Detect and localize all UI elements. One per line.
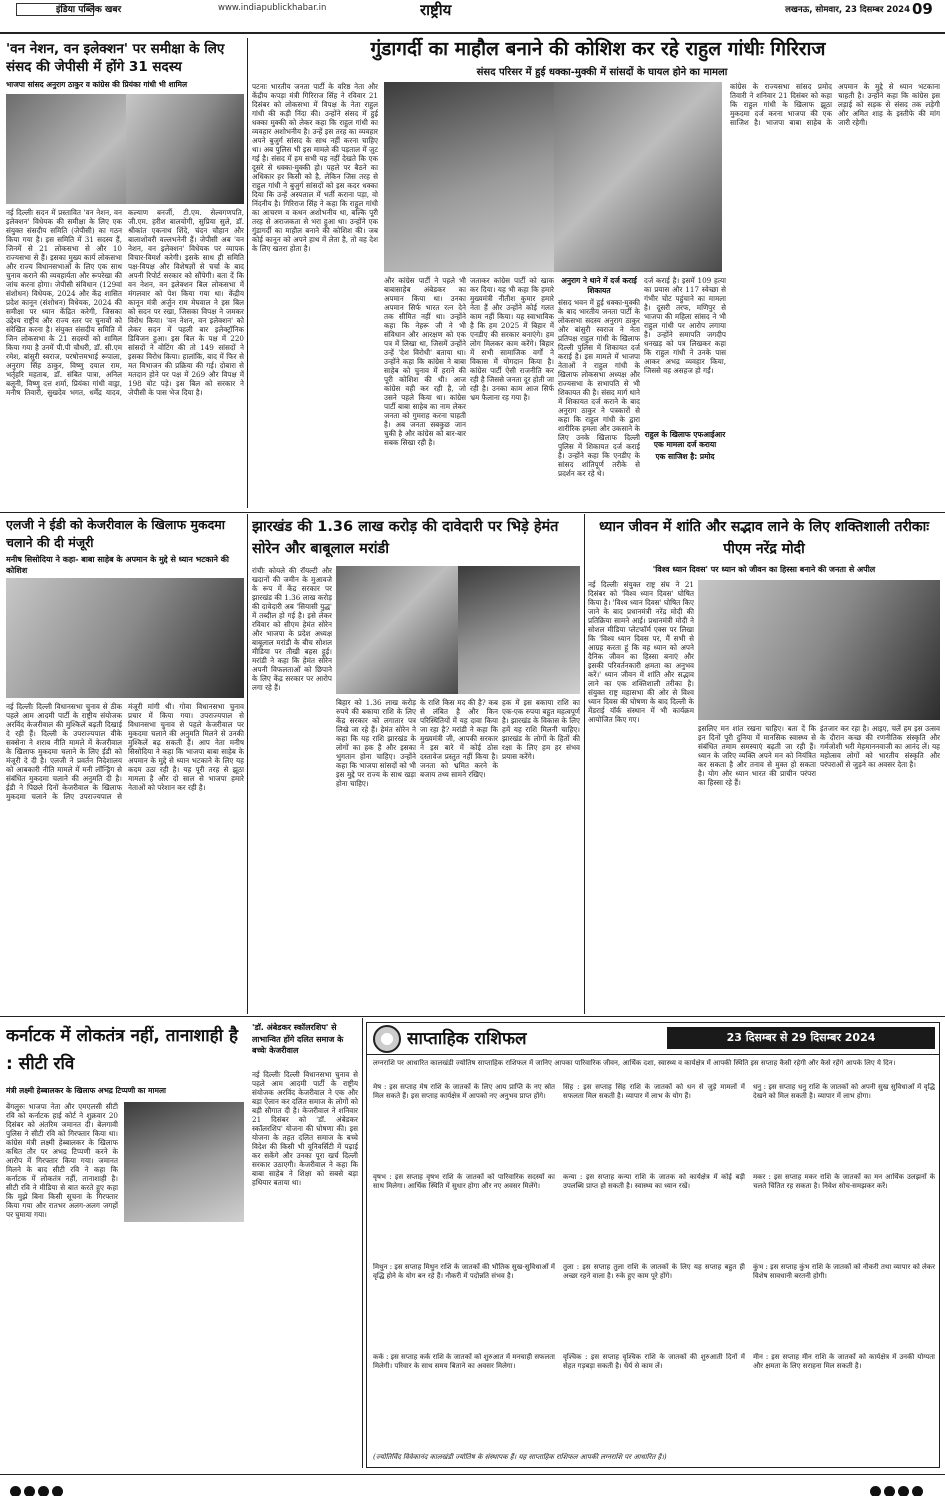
anurag-fir-subhead: अनुराग ने थाने में दर्ज कराई शिकायत [561, 276, 637, 295]
kejriwal-headline: एलजी ने ईडी को केजरीवाल के खिलाफ मुकदमा चलाने की दी मंजूरी [6, 517, 225, 550]
kejriwal-story [6, 516, 244, 1012]
modi-photo [698, 580, 940, 720]
section-title: राष्ट्रीय [420, 1, 452, 19]
divider [0, 1016, 945, 1017]
kejriwal-photo [6, 578, 244, 698]
header-brand: इंडिया पब्लिक खबर [56, 5, 122, 15]
modi-body-1: नई दिल्लीः संयुक्त राष्ट्र संघ ने 21 दिसंबर को 'विश्व ध्यान दिवस' घोषित किया है। 'विश्व ध्यान दिवस' घोषित किए जाने के बाद प्रधानमंत्री नरेंद्र मोदी की प्रतिक्रिया सामने आई। प्रधानमंत्री मोदी ने सोशल मीडिया प्लेटफॉर्म एक्स पर लिखा कि 'विश्व ध्यान दिवस पर, मैं सभी से आग्रह करता हूं कि वह ध्यान को अपने दैनिक जीवन का हिस्सा बनाएं और इसकी परिवर्तनकारी क्षमता का अनुभव करें।' ध्यान जीवन में शांति और सद्भाव लाने का एक शक्तिशाली तरीका है। संयुक्त राष्ट्र महासभा की ओर से विश्व ध्यान दिवस की घोषणा के बाद दिल्ली के मेंडराई यॉर्क संस्थान में भी कार्यक्रम आयोजित किए गए। [588, 580, 694, 724]
marandi-photo [336, 566, 458, 694]
dateline: लखनऊ, सोमवार, 23 दिसम्बर 2024 [785, 5, 910, 15]
footer-dots-right [870, 1482, 940, 1496]
divider [362, 1018, 363, 1468]
rashi-vrishabh: वृषभ : इस सप्ताह वृषभ राशि के जातकों को पारिवारिक सदस्यों का साथ मिलेगा। आर्थिक स्थिति में सुधार होगा और नए अवसर मिलेंगे। [373, 1173, 555, 1190]
rashifal-header [367, 1023, 940, 1055]
rashifal-date-range: 23 दिसम्बर से 29 दिसम्बर 2024 [667, 1027, 935, 1049]
ambedkar-body: नई दिल्लीः दिल्ली विधानसभा चुनाव से पहले आम आदमी पार्टी के राष्ट्रीय संयोजक अरविंद केजरीवाल ने एक और बड़ा ऐलान कर दलित समाज के लोगों को बड़ी सौगात दी है। केजरीवाल ने शनिवार 21 दिसंबर को 'डॉ. अंबेडकर स्कॉलरशिप' योजना की घोषणा की। इस योजना के तहत दलित समाज के बच्चे विदेश की किसी भी यूनिवर्सिटी में पढ़ाई कर सकेंगे और उनका पूरा खर्च दिल्ली सरकार उठाएगी। केजरीवाल ने कहा कि बाबा साहेब ने शिक्षा को सबसे बड़ा हथियार बताया था। [252, 1070, 358, 1187]
jharkhand-body-3: के राशि किस मद की है? कब से लंबित है और किन परिस्थितियों में यह दावा किया जा रहा है? मरांडी ने कहा कि मुख्यमंत्री जी, आपकी सरकार ने इस बारे में कोई ठोस दस्तावेज प्रस्तुत नहीं किया है। जनता को भ्रमित करने के बजाय तथ्य सामने रखिए। [420, 698, 498, 779]
rashi-singh: सिंह : इस सप्ताह सिंह राशि के जातकों को धन से जुड़े मामलों में सफलता मिल सकती है। व्यापार में लाभ के योग हैं। [563, 1083, 745, 1100]
rashifal-box [366, 1022, 940, 1468]
divider [247, 514, 248, 1014]
giriraj-photo [384, 82, 554, 272]
modi-body-2: इसलिए मन शांत रखना चाहिए। बता दें कि इन दिनों पूरी दुनिया में मानसिक स्वास्थ्य से संबंधित तमाम समस्याएं बढ़ती जा रही हैं। ध्यान के जरिए व्यक्ति अपने मन को नियंत्रित कर सकता है और तनाव से मुक्त हो सकता है। योग और ध्यान भारत की प्राचीन परंपरा का हिस्सा रहे हैं। [698, 724, 816, 787]
hemant-soren-photo [458, 566, 580, 694]
jpc-photo [6, 94, 244, 204]
giriraj-body-3: जताकर कांग्रेस पार्टी को खाक कर दिया। यह भी कहा कि हमारे मुख्यमंत्री नीतीश कुमार हमारे नेता हैं और उन्होंने कोई गलत काम नहीं किया। यह स्वाभाविक है कि हम 2025 में बिहार में एनडीए की सरकार बनाएंगे। हम लोग मिलकर काम करेंगे। बिहार में सभी सामाजिक वर्गों ने विकास में योगदान किया है। कांग्रेस पार्टी ऐसी राजनीति कर रही है जिससे जनता दूर होती जा रही है। उनका काम आज सिर्फ भ्रम फैलाना रह गया है। [470, 276, 554, 402]
anurag-photo [554, 82, 722, 272]
jpc-body: नई दिल्लीः सदन में प्रस्तावित 'वन नेशन, वन इलेक्शन' विधेयक की समीक्षा के लिए एक संयुक्त संसदीय समिति (जेपीसी) का गठन किया गया है। इस समिति में 31 सदस्य हैं, जिनमें से 21 लोकसभा से और 10 राज्यसभा से हैं। इसका मुख्य कार्य लोकसभा और राज्य विधानसभाओं के लिए एक साथ चुनाव कराने की व्यवहार्यता और रूपरेखा की जांच करना होगा। जेपीसी संविधान (129वां संशोधन) विधेयक, 2024 और केंद्र शासित प्रदेश कानून (संशोधन) विधेयक, 2024 की समीक्षा पर ध्यान केंद्रित करेगी, जिसका उद्देश्य राष्ट्रीय और राज्य स्तर पर चुनावों को संरेखित करना है। संयुक्त संसदीय समिति में जिन लोकसभा के 21 सदस्यों को शामिल किया गया है उनमें पी.पी चौधरी, डॉ. सी.एम रमेश, बांसुरी स्वराज, परषोत्तमभाई रूपाला, अनुराग सिंह ठाकुर, विष्णु दयाल राम, भर्तृहरि महताब, डॉ. संबित पात्रा, अनिल बलूनी, विष्णु दत्त शर्मा, प्रियंका गांधी वाड्रा, मनीष तिवारी, सुखदेव भगत, धर्मेंद्र यादव, कल्याण बनर्जी, टी.एम. सेल्वगणपति, जी.एम. हरीश बालयोगी, सुप्रिया सुले, डॉ. श्रीकांत एकनाथ शिंदे, चंदन चौहान और बालाशोवरी वल्लभनेनी हैं। जेपीसी अब 'वन नेशन, वन इलेक्शन' विधेयक पर व्यापक विचार-विमर्श करेगी। इसके साथ ही समिति पक्ष-विपक्ष और विशेषज्ञों से चर्चा के बाद अपनी रिपोर्ट सरकार को सौंपेगी। बता दें कि वन नेशन, वन इलेक्शन बिल लोकसभा में मंगलवार को पेश किया गया था। केंद्रीय कानून मंत्री अर्जुन राम मेघवाल ने इस बिल को सदन पर रखा, जिसका विपक्ष ने जमकर विरोध किया। 'वन नेशन, वन इलेक्शन' को लेकर सदन में पहली बार इलेक्ट्रॉनिक डिविजन हुआ। इस बिल के पक्ष में 220 सांसदों ने वोटिंग की तो 149 सांसदों ने इसका विरोध किया। हालांकि, बाद में फिर से मत विभाजन की प्रक्रिया की गई। दोबारा से मतदान होने पर पक्ष में 269 और विपक्ष में 198 वोट पड़े। इस बिल को सरकार ने जेपीसी के पास भेज दिया है। [6, 208, 244, 397]
rashi-kumbh: कुंभ : इस सप्ताह कुंभ राशि के जातकों को नौकरी तथा व्यापार को लेकर विशेष सावधानी बरतनी होगी। [753, 1263, 935, 1280]
rashifal-intro: लग्नराशि पर आधारित कालखंडी ज्योतिष साप्ताहिक राशिफल में जानिए आपका पारिवारिक जीवन, आर्थिक दशा, स्वास्थ्य व कार्यक्षेत्र में आपकी स्थिति इस सप्ताह कैसी रहेगी और कैसे रहेंगे आपके लिए ये दिन। [373, 1059, 896, 1067]
rashifal-title: साप्ताहिक राशिफल [407, 1029, 527, 1049]
divider [247, 38, 248, 508]
jharkhand-body-1: रांचीः कोयले की रॉयल्टी और खदानों की जमीन के मुआवजे के रूप में केंद्र सरकार पर झारखंड की 1.36 लाख करोड़ की दावेदारी अब 'सियासी युद्ध' में तब्दील हो गई है। इसे लेकर रविवार को सीएम हेमंत सोरेन और भाजपा के प्रदेश अध्यक्ष बाबूलाल मरांडी के बीच सोशल मीडिया पर तीखी बहस हुई। मरांडी ने कहा कि हेमंत सोरेन अपनी विफलताओं को छिपाने के लिए केंद्र सरकार पर आरोप लगा रहे हैं। [252, 566, 332, 692]
congress-subhead-2: एक साजिश है: प्रमोद [655, 452, 715, 461]
giriraj-body-5: दर्ज कराई है। इसमें 109 हत्या का प्रयास और 117 स्वेच्छा से गंभीर चोट पहुंचाने का मामला है। दूसरी तरफ, मणिपुर से भाजपा की महिला सांसद ने भी राहुल गांधी पर आरोप लगाया है। उन्होंने समापति जगदीप धनखड़ को पत्र लिखकर कहा कि राहुल गांधी ने उनके पास आकर अभद्र व्यवहार किया, जिससे वह असहज हो गईं। [644, 276, 726, 375]
modi-body-3: इंतजार कर रहा है। आइए, चलें हम इस उत्सव के दौरान कच्छ की रणनीतिक संस्कृति और गर्मजोशी भरी मेहमाननवाजी का आनंद लें। यह महोत्सव लोगों को भारतीय संस्कृति और परंपराओं से जुड़ने का अवसर देता है। [820, 724, 940, 769]
jharkhand-body-4: हक में इस बकाया राशि का एक-एक रुपया बहुत महत्वपूर्ण है। झारखंड के विकास के लिए हमें यह राशि मिलनी चाहिए। झारखंड के लोगों के हितों की रक्षा के लिए हम हर संभव प्रयास करेंगे। [502, 698, 580, 761]
jpc-headline: 'वन नेशन, वन इलेक्शन' पर समीक्षा के लिए संसद की जेपीसी में होंगे 31 सदस्य [6, 41, 225, 75]
jharkhand-story [252, 516, 580, 1012]
page-number: 09 [912, 0, 933, 18]
rashi-vrishchik: वृश्चिक : इस सप्ताह वृश्चिक राशि के जातकों की शुरुआती दिनों में सेहत गड़बड़ा सकती है। धैर्य से काम लें। [563, 1353, 745, 1370]
kejriwal-subhead: मनीष सिसोदिया ने कहा- बाबा साहेब के अपमान के मुद्दे से ध्यान भटकाने की कोशिश [6, 555, 229, 575]
header-url[interactable]: www.indiapublickhabar.in [218, 3, 327, 13]
rashi-makar: मकर : इस सप्ताह मकर राशि के जातकों का मन आर्थिक उलझनों के चलते चिंतित रह सकता है। निवेश सोच-समझकर करें। [753, 1173, 935, 1190]
anurag-thakur-photo [126, 94, 244, 204]
footer-dots-left [10, 1482, 90, 1496]
giriraj-body-6: कांग्रेस के राज्यसभा सांसद प्रमोद तिवारी ने शनिवार 21 दिसंबर को कहा कि राहुल गांधी के खिलाफ झूठा मुकदमा दर्ज करना भाजपा की एक साजिश है। भाजपा बाबा साहेब के अपमान के मुद्दे से ध्यान भटकाना चाहती है। उन्होंने कहा कि कांग्रेस इस लड़ाई को सड़क से संसद तक लड़ेगी और अमित शाह के इस्तीफे की मांग जारी रहेगी। [730, 82, 940, 127]
modi-story [588, 516, 940, 1012]
page-header [0, 0, 945, 34]
footer-rule [0, 1474, 945, 1475]
giriraj-headline: गुंडागर्दी का माहौल बनाने की कोशिश कर रहे राहुल गांधीः गिरिराज [370, 38, 826, 60]
modi-subhead: 'विश्व ध्यान दिवस' पर ध्यान को जीवन का हिस्सा बनाने की जनता से अपील [652, 565, 876, 574]
rashi-meen: मीन : इस सप्ताह मीन राशि के जातकों को कार्यक्षेत्र में उनकी योग्यता और क्षमता के लिए सराहना मिल सकती है। [753, 1353, 935, 1370]
giriraj-subhead: संसद परिसर में हुई धक्का-मुक्की में सांसदों के घायल होने का मामला [476, 67, 728, 78]
jharkhand-headline: झारखंड की 1.36 लाख करोड़ की दावेदारी पर भिड़े हेमंत सोरेन और बाबूलाल मरांडी [252, 519, 559, 557]
giriraj-body-2: और कांग्रेस पार्टी ने पहले भी बाबासाहेब अंबेडकर का अपमान किया था। उनका अपमान सिर्फ भारत रत्न देने तक सीमित नहीं था। उन्होंने कहा कि नेहरू जी ने भी संविधान और आरक्षण को एक पत्र में लिखा था, जिसमें उन्होंने उन्हें 'देश विरोधी' बताया था। उन्होंने कहा कि कांग्रेस ने बाबा साहेब को चुनाव में हराने की पूरी कोशिश की थी। आज कांग्रेस वही कर रही है, जो उसने पहले किया था। कांग्रेस पार्टी बाबा साहेब का नाम लेकर जनता को गुमराह करना चाहती है। अब जनता सबकुछ जान चुकी है और कांग्रेस को बार-बार सबक सिखा रही है। [384, 276, 466, 447]
ct-ravi-photo [124, 1102, 244, 1222]
congress-subhead: राहुल के खिलाफ एफआईआर एक मामला दर्ज कराया [644, 430, 726, 449]
rashifal-footer: (ज्योतिर्विद विवेकानंद कालखंडी ज्योतिष के संस्थापक हैं। यह साप्ताहिक राशिफल आपकी लग्नराशि पर आधारित है।) [373, 1453, 667, 1461]
ravi-body: बेंगलुरुः भाजपा नेता और एमएलसी सीटी रवि को कर्नाटक हाई कोर्ट ने शुक्रवार 20 दिसंबर को अंतरिम जमानत दी। बेलगावी पुलिस ने सीटी रवि को गिरफ्तार किया था। कांग्रेस मंत्री लक्ष्मी हेब्बालकर के खिलाफ कथित तौर पर अभद्र टिप्पणी करने के आरोप में गिरफ्तार किया गया। जमानत मिलने के बाद सीटी रवि ने कहा कि कर्नाटक में लोकतंत्र नहीं, तानाशाही है। सीटी रवि ने मीडिया से बात करते हुए कहा कि मुझे बिना किसी सूचना के गिरफ्तार किया गया और रातभर अलग-अलग जगहों पर घुमाया गया। [6, 1102, 118, 1219]
modi-headline: ध्यान जीवन में शांति और सद्भाव लाने के लिए शक्तिशाली तरीकाः पीएम नरेंद्र मोदी [598, 519, 930, 557]
jpc-story [6, 40, 244, 510]
divider [584, 514, 585, 1014]
giriraj-story [252, 36, 940, 510]
ravi-story [6, 1022, 244, 1468]
rashi-dhanu: धनु : इस सप्ताह धनु राशि के जातकों को अपनी सुख सुविधाओं में वृद्धि देखने को मिल सकती है। व्यापार में लाभ होगा। [753, 1083, 935, 1100]
rashifal-col-2 [563, 1083, 745, 1453]
rashi-mesh: मेष : इस सप्ताह मेष राशि के जातकों के लिए आय प्राप्ति के नए स्रोत मिल सकते हैं। इस सप्ताह कार्यक्षेत्र में आपको नए अनुभव प्राप्त होंगे। [373, 1083, 555, 1100]
rashi-mithun: मिथुन : इस सप्ताह मिथुन राशि के जातकों की भौतिक सुख-सुविधाओं में वृद्धि होने के योग बन रहे हैं। नौकरी में पदोन्नति संभव है। [373, 1263, 555, 1280]
kejriwal-body: नई दिल्लीः दिल्ली विधानसभा चुनाव से ठीक पहले आम आदमी पार्टी के राष्ट्रीय संयोजक अरविंद केजरीवाल की मुश्किलें बढ़ती दिखाई दे रही हैं। दिल्ली के उपराज्यपाल वीके सक्सेना ने शराब नीति मामले में केजरीवाल के खिलाफ मुकदमा चलाने के लिए ईडी को मंजूरी दे दी है। एलजी ने प्रवर्तन निदेशालय को आबकारी नीति मामले में मनी लॉन्ड्रिंग से संबंधित मुकदमा चलाने की अनुमति दी है। ईडी ने पिछले दिनों केजरीवाल के खिलाफ मुकदमा चलाने के लिए उपराज्यपाल से मंजूरी मांगी थी। गोवा विधानसभा चुनाव प्रचार में किया गया। उपराज्यपाल से विधानसभा चुनाव से पहले केजरीवाल पर मुकदमा चलाने की अनुमति मिलने से उनकी मुश्किलें बढ़ सकती हैं। आप नेता मनीष सिसोदिया ने कहा कि भाजपा बाबा साहेब के अपमान के मुद्दे से ध्यान भटकाने के लिए यह कदम उठा रही है। यह पूरी तरह से झूठा मामला है और दो साल से भाजपा हमारे नेताओं को परेशान कर रही है। [6, 702, 244, 801]
rashi-tula: तुला : इस सप्ताह तुला राशि के जातकों के लिए यह सप्ताह बहुत ही अच्छा रहने वाला है। रुके हुए काम पूरे होंगे। [563, 1263, 745, 1280]
ravi-subhead: मंत्री लक्ष्मी हेब्बालकर के खिलाफ अभद्र टिप्पणी का मामला [6, 1086, 166, 1095]
rashi-kanya: कन्या : इस सप्ताह कन्या राशि के जातक को कार्यक्षेत्र में कोई बड़ी उपलब्धि प्राप्त हो सकती है। स्वास्थ्य का ध्यान रखें। [563, 1173, 745, 1190]
rashifal-col-1 [373, 1083, 555, 1453]
rashifal-col-3 [753, 1083, 935, 1453]
ravi-headline: कर्नाटक में लोकतंत्र नहीं, तानाशाही है : सीटी रवि [6, 1026, 239, 1074]
zodiac-wheel-icon [373, 1025, 401, 1053]
ambedkar-headline: 'डॉ. अंबेडकर स्कॉलरशिप' से लाभान्वित होंगे दलित समाज के बच्चेः केजरीवाल [252, 1023, 344, 1055]
ambedkar-story [252, 1022, 358, 1468]
divider [0, 512, 945, 513]
jpc-subhead: भाजपा सांसद अनुराग ठाकुर व कांग्रेस की प्रियंका गांधी भी शामिल [6, 80, 188, 89]
rashi-kark: कर्क : इस सप्ताह कर्क राशि के जातकों को शुरुआत में मनचाही सफलता मिलेगी। परिवार के साथ समय बिताने का अवसर मिलेगा। [373, 1353, 555, 1370]
jharkhand-body-2: बिहार को 1.36 लाख करोड़ रुपये की बकाया राशि के लिए केंद्र सरकार को लगातार पत्र लिखे जा रहे हैं। हेमंत सोरेन ने कहा कि यह राशि झारखंड के लोगों का हक है और इसका भुगतान होना चाहिए। उन्होंने कहा कि भाजपा सांसदों को भी इस मुद्दे पर राज्य के साथ खड़ा होना चाहिए। [336, 698, 416, 788]
giriraj-body-4: संसद भवन में हुई धक्का-मुक्की के बाद भारतीय जनता पार्टी के लोकसभा सदस्य अनुराग ठाकुर और बांसुरी स्वराज ने नेता प्रतिपक्ष राहुल गांधी के खिलाफ दिल्ली पुलिस में शिकायत दर्ज कराई है। इस मामले में भाजपा नेताओं ने राहुल गांधी के खिलाफ लोकसभा अध्यक्ष और राज्यसभा के सभापति से भी शिकायत की है। संसद मार्ग थाने में शिकायत दर्ज कराने के बाद अनुराग ठाकुर ने पत्रकारों से कहा कि राहुल गांधी के द्वारा शारीरिक हमला और उकसाने के लिए उनके खिलाफ दिल्ली पुलिस में शिकायत दर्ज कराई है। उन्होंने कहा कि एनडीए के सांसद शांतिपूर्ण तरीके से प्रदर्शन कर रहे थे। [558, 298, 640, 478]
giriraj-body-1: पटनाः भारतीय जनता पार्टी के वरिष्ठ नेता और केंद्रीय कपड़ा मंत्री गिरिराज सिंह ने रविवार 21 दिसंबर को लोकसभा में विपक्ष के नेता राहुल गांधी की कड़ी निंदा की। उन्होंने संसद में हुई धक्का मुक्की को लेकर कहा कि राहुल गांधी का व्यवहार अशोभनीय है। उन्हें इस तरह का व्यवहार अपने बुजुर्ग सांसद के साथ नहीं करना चाहिए था। अब पुलिस भी इस मामले की पड़ताल में जुट गई है। संसद में हम सभी यह नहीं देखते कि एक दूसरे से धक्का-मुक्की हो। पहले पर बैठने का अधिकार हर किसी को है, लेकिन जिस तरह से राहुल गांधी ने बुजुर्ग सांसदों को इस कदर धक्का दिया कि उन्हें अस्पताल में भर्ती कराना पड़ा, वो निंदनीय है। गिरिराज सिंह ने कहा कि राहुल गांधी का आचरण व कथन अशोभनीय था, बल्कि पूरी तरह से अराजकता से भरा हुआ था। उन्होंने एक गुंडागर्दी का माहौल बनाने की कोशिश की। जब कोई कानून को अपने हाथ में लेता है, तो वह देश के लिए खतरा होता है। [252, 82, 378, 253]
